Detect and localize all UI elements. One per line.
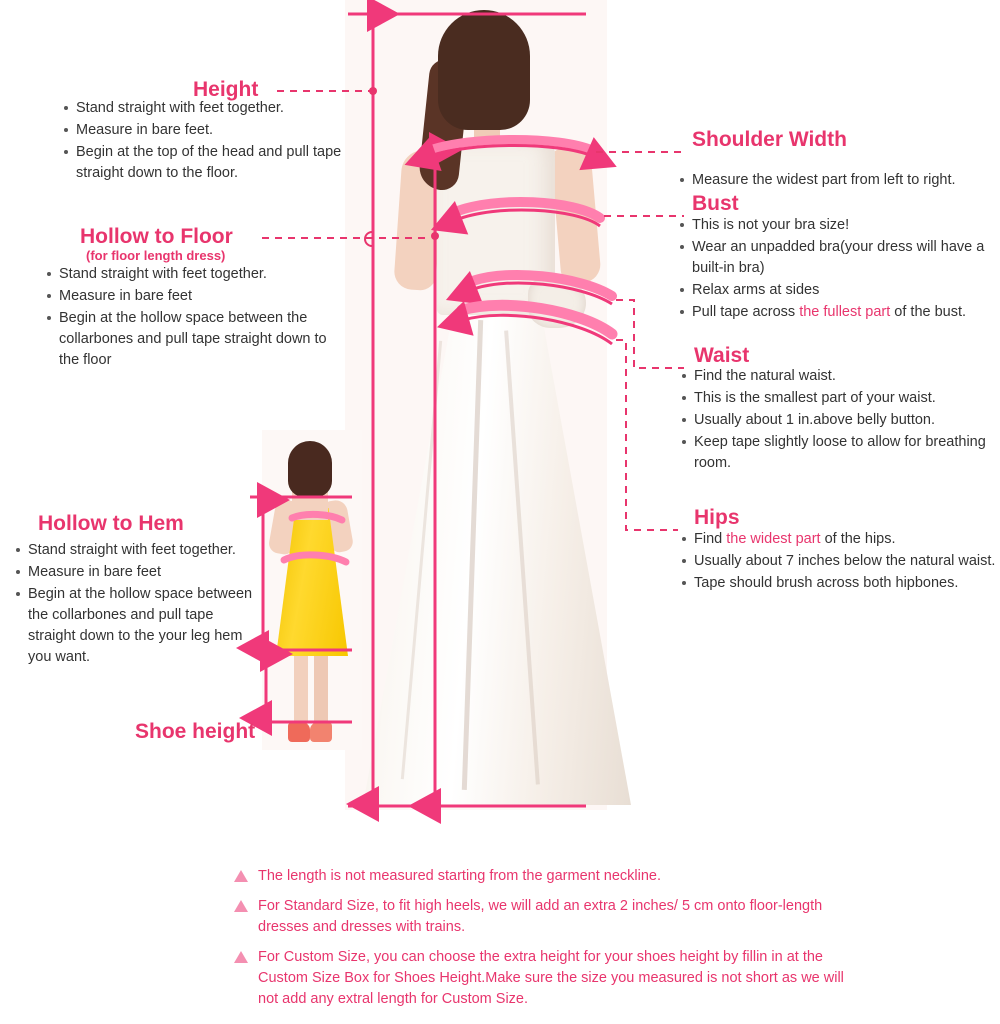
- list-item: Begin at the hollow space between the collarbones and pull tape straight down to the your leg hem you want.: [14, 584, 264, 668]
- list-item: Keep tape slightly loose to allow for breathing room.: [680, 432, 1000, 474]
- list-item: Measure in bare feet.: [62, 120, 362, 141]
- list-item: This is the smallest part of your waist.: [680, 388, 1000, 409]
- hips-heading: Hips: [694, 506, 740, 529]
- waist-bullets: [680, 366, 1000, 475]
- height-heading: Height: [193, 78, 259, 101]
- footnote: [232, 896, 852, 938]
- footnote: [232, 866, 852, 887]
- list-item: Find the natural waist.: [680, 366, 1000, 387]
- list-item: Relax arms at sides: [678, 280, 998, 301]
- footnote-text: For Standard Size, to fit high heels, we will add an extra 2 inches/ 5 cm onto floor-length dresses and dresses with trains.: [258, 898, 823, 935]
- hollow-to-hem-bullets: [14, 540, 264, 669]
- list-item: Stand straight with feet together.: [62, 98, 362, 119]
- text-highlight: the widest part: [726, 531, 821, 547]
- warning-triangle-icon: [234, 900, 248, 912]
- list-item: Usually about 7 inches below the natural waist.: [680, 551, 1000, 572]
- model-left-leg: [294, 650, 308, 728]
- warning-triangle-icon: [234, 951, 248, 963]
- text-pre: Find: [694, 531, 727, 547]
- bust-heading: Bust: [692, 192, 739, 215]
- shoulder-width-heading: Shoulder Width: [692, 128, 847, 151]
- list-item: Stand straight with feet together.: [14, 540, 264, 561]
- list-item: Wear an unpadded bra(your dress will have a built-in bra): [678, 237, 998, 279]
- footnotes: [232, 866, 852, 1019]
- list-item: Tape should brush across both hipbones.: [680, 573, 1000, 594]
- list-item-highlight: [680, 529, 1000, 550]
- footnote: [232, 947, 852, 1010]
- text-post: of the bust.: [890, 304, 967, 320]
- height-bullets: [62, 98, 362, 185]
- list-item: Usually about 1 in.above belly button.: [680, 410, 1000, 431]
- list-item: This is not your bra size!: [678, 215, 998, 236]
- footnote-text: For Custom Size, you can choose the extra height for your shoes height by fillin in at the Custom Size Box for Shoes Height.Make sure the size you measured is not short as we will not add any extral length for Custom Size.: [258, 949, 844, 1007]
- shoulder-width-bullets: [678, 170, 998, 192]
- hollow-to-floor-heading: Hollow to Floor: [80, 225, 233, 248]
- model-right-leg: [314, 650, 328, 728]
- model-hair: [288, 441, 332, 497]
- warning-triangle-icon: [234, 870, 248, 882]
- footnote-text: The length is not measured starting from the garment neckline.: [258, 868, 661, 884]
- shoe-height-heading: Shoe height: [135, 720, 256, 743]
- list-item: Begin at the hollow space between the collarbones and pull tape straight down to the floor: [45, 308, 345, 371]
- hollow-to-hem-heading: Hollow to Hem: [38, 512, 184, 535]
- hips-bullets: [680, 529, 1000, 595]
- model-right-shoe: [310, 722, 332, 742]
- list-item: Begin at the top of the head and pull tape straight down to the floor.: [62, 142, 362, 184]
- list-item: Stand straight with feet together.: [45, 264, 345, 285]
- dress-bow: [528, 276, 586, 328]
- waist-heading: Waist: [694, 344, 750, 367]
- text-highlight: the fullest part: [799, 304, 891, 320]
- text-pre: Pull tape across: [692, 304, 800, 320]
- hollow-to-floor-bullets: [45, 264, 345, 372]
- list-item: Measure in bare feet: [14, 562, 264, 583]
- list-item-highlight: [678, 302, 998, 323]
- model-left-shoe: [288, 722, 310, 742]
- hollow-to-floor-subheading: (for floor length dress): [86, 248, 226, 263]
- list-item: Measure the widest part from left to right.: [678, 170, 998, 191]
- text-post: of the hips.: [820, 531, 896, 547]
- bride-hair: [438, 10, 530, 130]
- bust-bullets: [678, 215, 998, 324]
- list-item: Measure in bare feet: [45, 286, 345, 307]
